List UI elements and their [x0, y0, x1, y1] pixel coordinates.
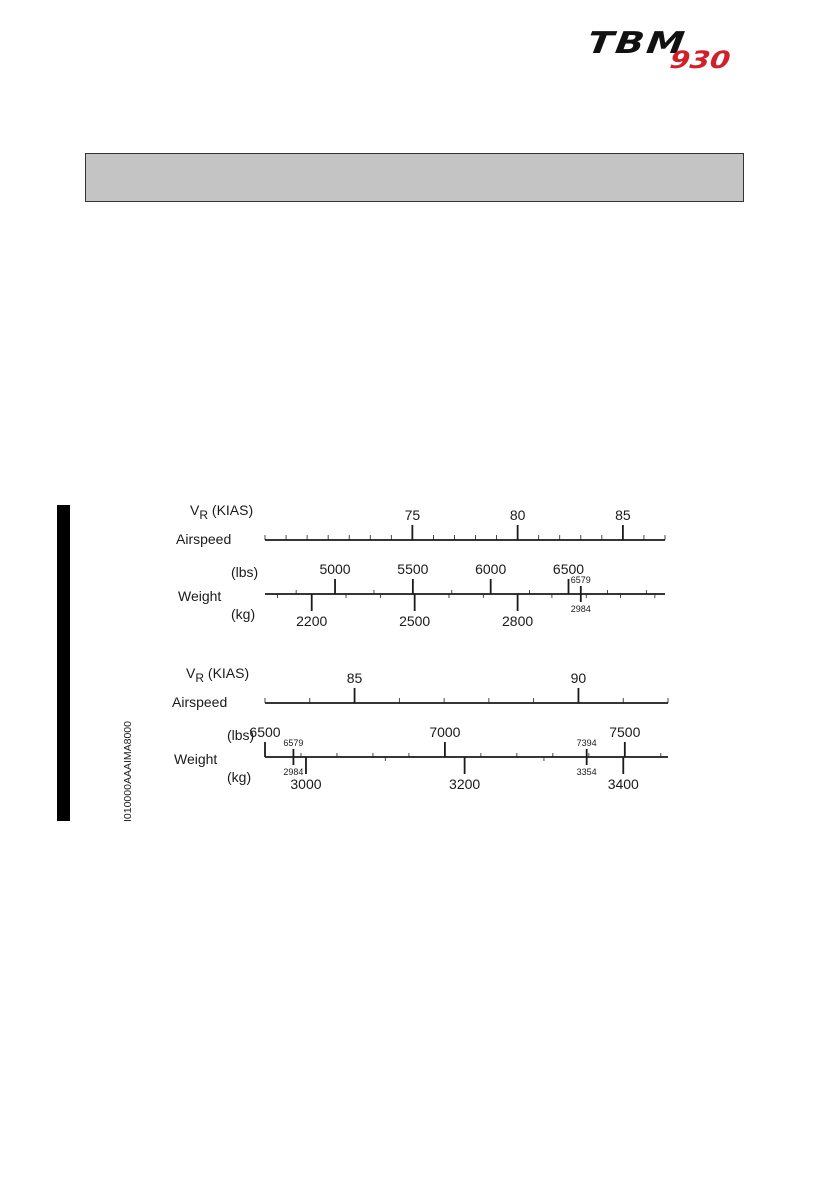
- panel2-kg-label: (kg): [227, 769, 252, 785]
- panel1-max-weight-lbs-label: 6579: [570, 575, 591, 585]
- panel2-weight-marker-2-lbs-label: 7394: [576, 738, 597, 748]
- logo-brand: TBM: [585, 26, 689, 61]
- panel1-lbs-tick-label: 5500: [397, 561, 429, 577]
- panel1-kg-tick-label: 2200: [296, 613, 328, 629]
- panel2-weight-label: Weight: [174, 751, 218, 767]
- panel1-airspeed-tick-label: 80: [509, 507, 526, 523]
- panel1-max-weight-kg-label: 2984: [570, 604, 591, 614]
- panel2-vr-label: VR (KIAS): [186, 665, 250, 685]
- panel1-kg-tick-label: 2800: [502, 613, 534, 629]
- panel2-weight-marker-2-kg-label: 3354: [576, 767, 597, 777]
- panel1-airspeed-tick-label: 75: [404, 507, 421, 523]
- diagram-code-text: I010000AAAIMA8000: [122, 721, 134, 822]
- panel2-lbs-tick-label: 7500: [609, 724, 641, 740]
- panel1-vr-label: VR (KIAS): [190, 502, 254, 522]
- panel2-kg-tick-label: 3400: [607, 776, 639, 792]
- panel2-airspeed-label: Airspeed: [172, 694, 228, 710]
- panel2-lbs-label: (lbs): [227, 727, 255, 743]
- panel2-kg-tick-label: 3200: [449, 776, 481, 792]
- panel2-max-weight-lbs-label: 6579: [283, 738, 304, 748]
- panel2-airspeed-tick-label: 85: [346, 670, 363, 686]
- panel2-kg-tick-label: 3000: [290, 776, 322, 792]
- panel1-lbs-tick-label: 6000: [475, 561, 507, 577]
- panel1-weight-label: Weight: [178, 588, 222, 604]
- panel2-lbs-tick-label: 7000: [429, 724, 461, 740]
- panel1-kg-label: (kg): [231, 606, 256, 622]
- panel2-lbs-tick-label: 6500: [249, 724, 281, 740]
- logo-model: 930: [668, 46, 733, 74]
- panel1-airspeed-tick-label: 85: [615, 507, 631, 523]
- panel2-airspeed-tick-label: 90: [570, 670, 587, 686]
- panel1-kg-tick-label: 2500: [399, 613, 431, 629]
- panel2-max-weight-kg-label: 2984: [283, 767, 304, 777]
- panel1-lbs-label: (lbs): [231, 564, 259, 580]
- panel1-airspeed-label: Airspeed: [176, 531, 232, 547]
- panel1-lbs-tick-label: 5000: [319, 561, 351, 577]
- panel1-lbs-tick-label: 6500: [552, 561, 585, 577]
